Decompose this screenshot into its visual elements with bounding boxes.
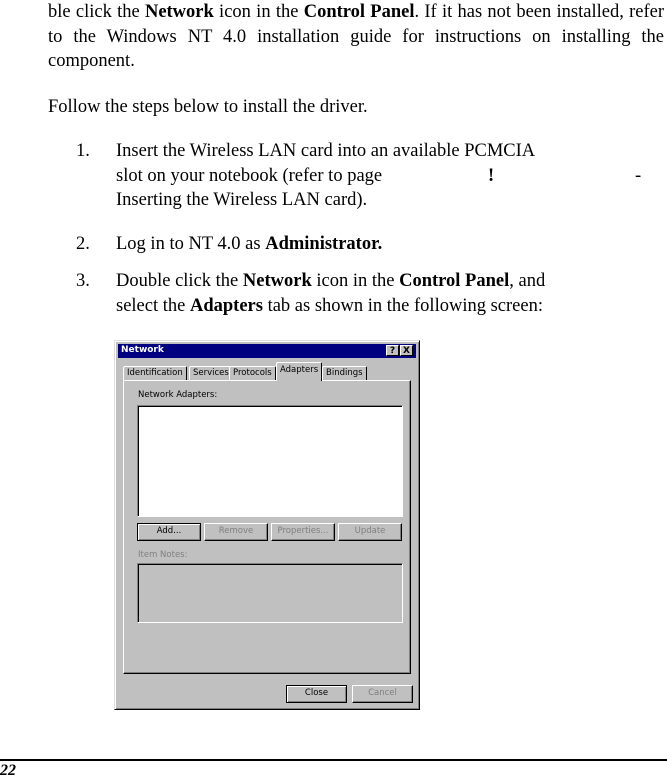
- step-number: 3.: [76, 271, 90, 291]
- properties-button[interactable]: Properties...: [271, 523, 335, 541]
- step-number: 1.: [76, 141, 90, 161]
- cancel-button[interactable]: Cancel: [352, 685, 413, 703]
- tab-identification[interactable]: Identification: [123, 366, 187, 380]
- close-icon[interactable]: X: [400, 345, 413, 356]
- item-notes-label: Item Notes:: [138, 550, 188, 560]
- tab-bindings[interactable]: Bindings: [322, 366, 367, 380]
- help-button[interactable]: ?: [386, 345, 399, 356]
- close-button[interactable]: Close: [286, 685, 347, 703]
- step-text-line: Inserting the Wireless LAN card).: [116, 190, 368, 210]
- step-text-line: slot on your notebook (refer to page: [116, 165, 383, 186]
- reference-mark: !: [488, 165, 495, 186]
- reference-dash: -: [635, 165, 642, 186]
- adapters-list[interactable]: [137, 405, 403, 517]
- add-button[interactable]: Add...: [137, 523, 201, 541]
- item-notes-box: [137, 563, 403, 623]
- remove-button[interactable]: Remove: [204, 523, 268, 541]
- network-dialog: [114, 340, 420, 710]
- adapters-panel: [123, 380, 411, 674]
- tab-services[interactable]: Services: [189, 366, 233, 380]
- tab-protocols[interactable]: Protocols: [229, 366, 276, 380]
- follow-steps-text: Follow the steps below to install the driver.: [48, 97, 368, 117]
- dialog-titlebar: [118, 344, 416, 358]
- footer-rule: [0, 759, 667, 761]
- step-text-line: Insert the Wireless LAN card into an available PCMCIA: [116, 141, 536, 161]
- tab-adapters[interactable]: Adapters: [276, 362, 322, 381]
- dialog-title: Network: [121, 345, 164, 355]
- network-adapters-label: Network Adapters:: [138, 390, 218, 400]
- step-number: 2.: [76, 234, 90, 254]
- page-number: 22: [0, 762, 16, 779]
- update-button[interactable]: Update: [338, 523, 402, 541]
- intro-paragraph: ble click the Network icon in the Control Panel. If it has not been installed, refer to the Windows NT 4.0 installation guide for instructions on installing the component.: [48, 2, 664, 71]
